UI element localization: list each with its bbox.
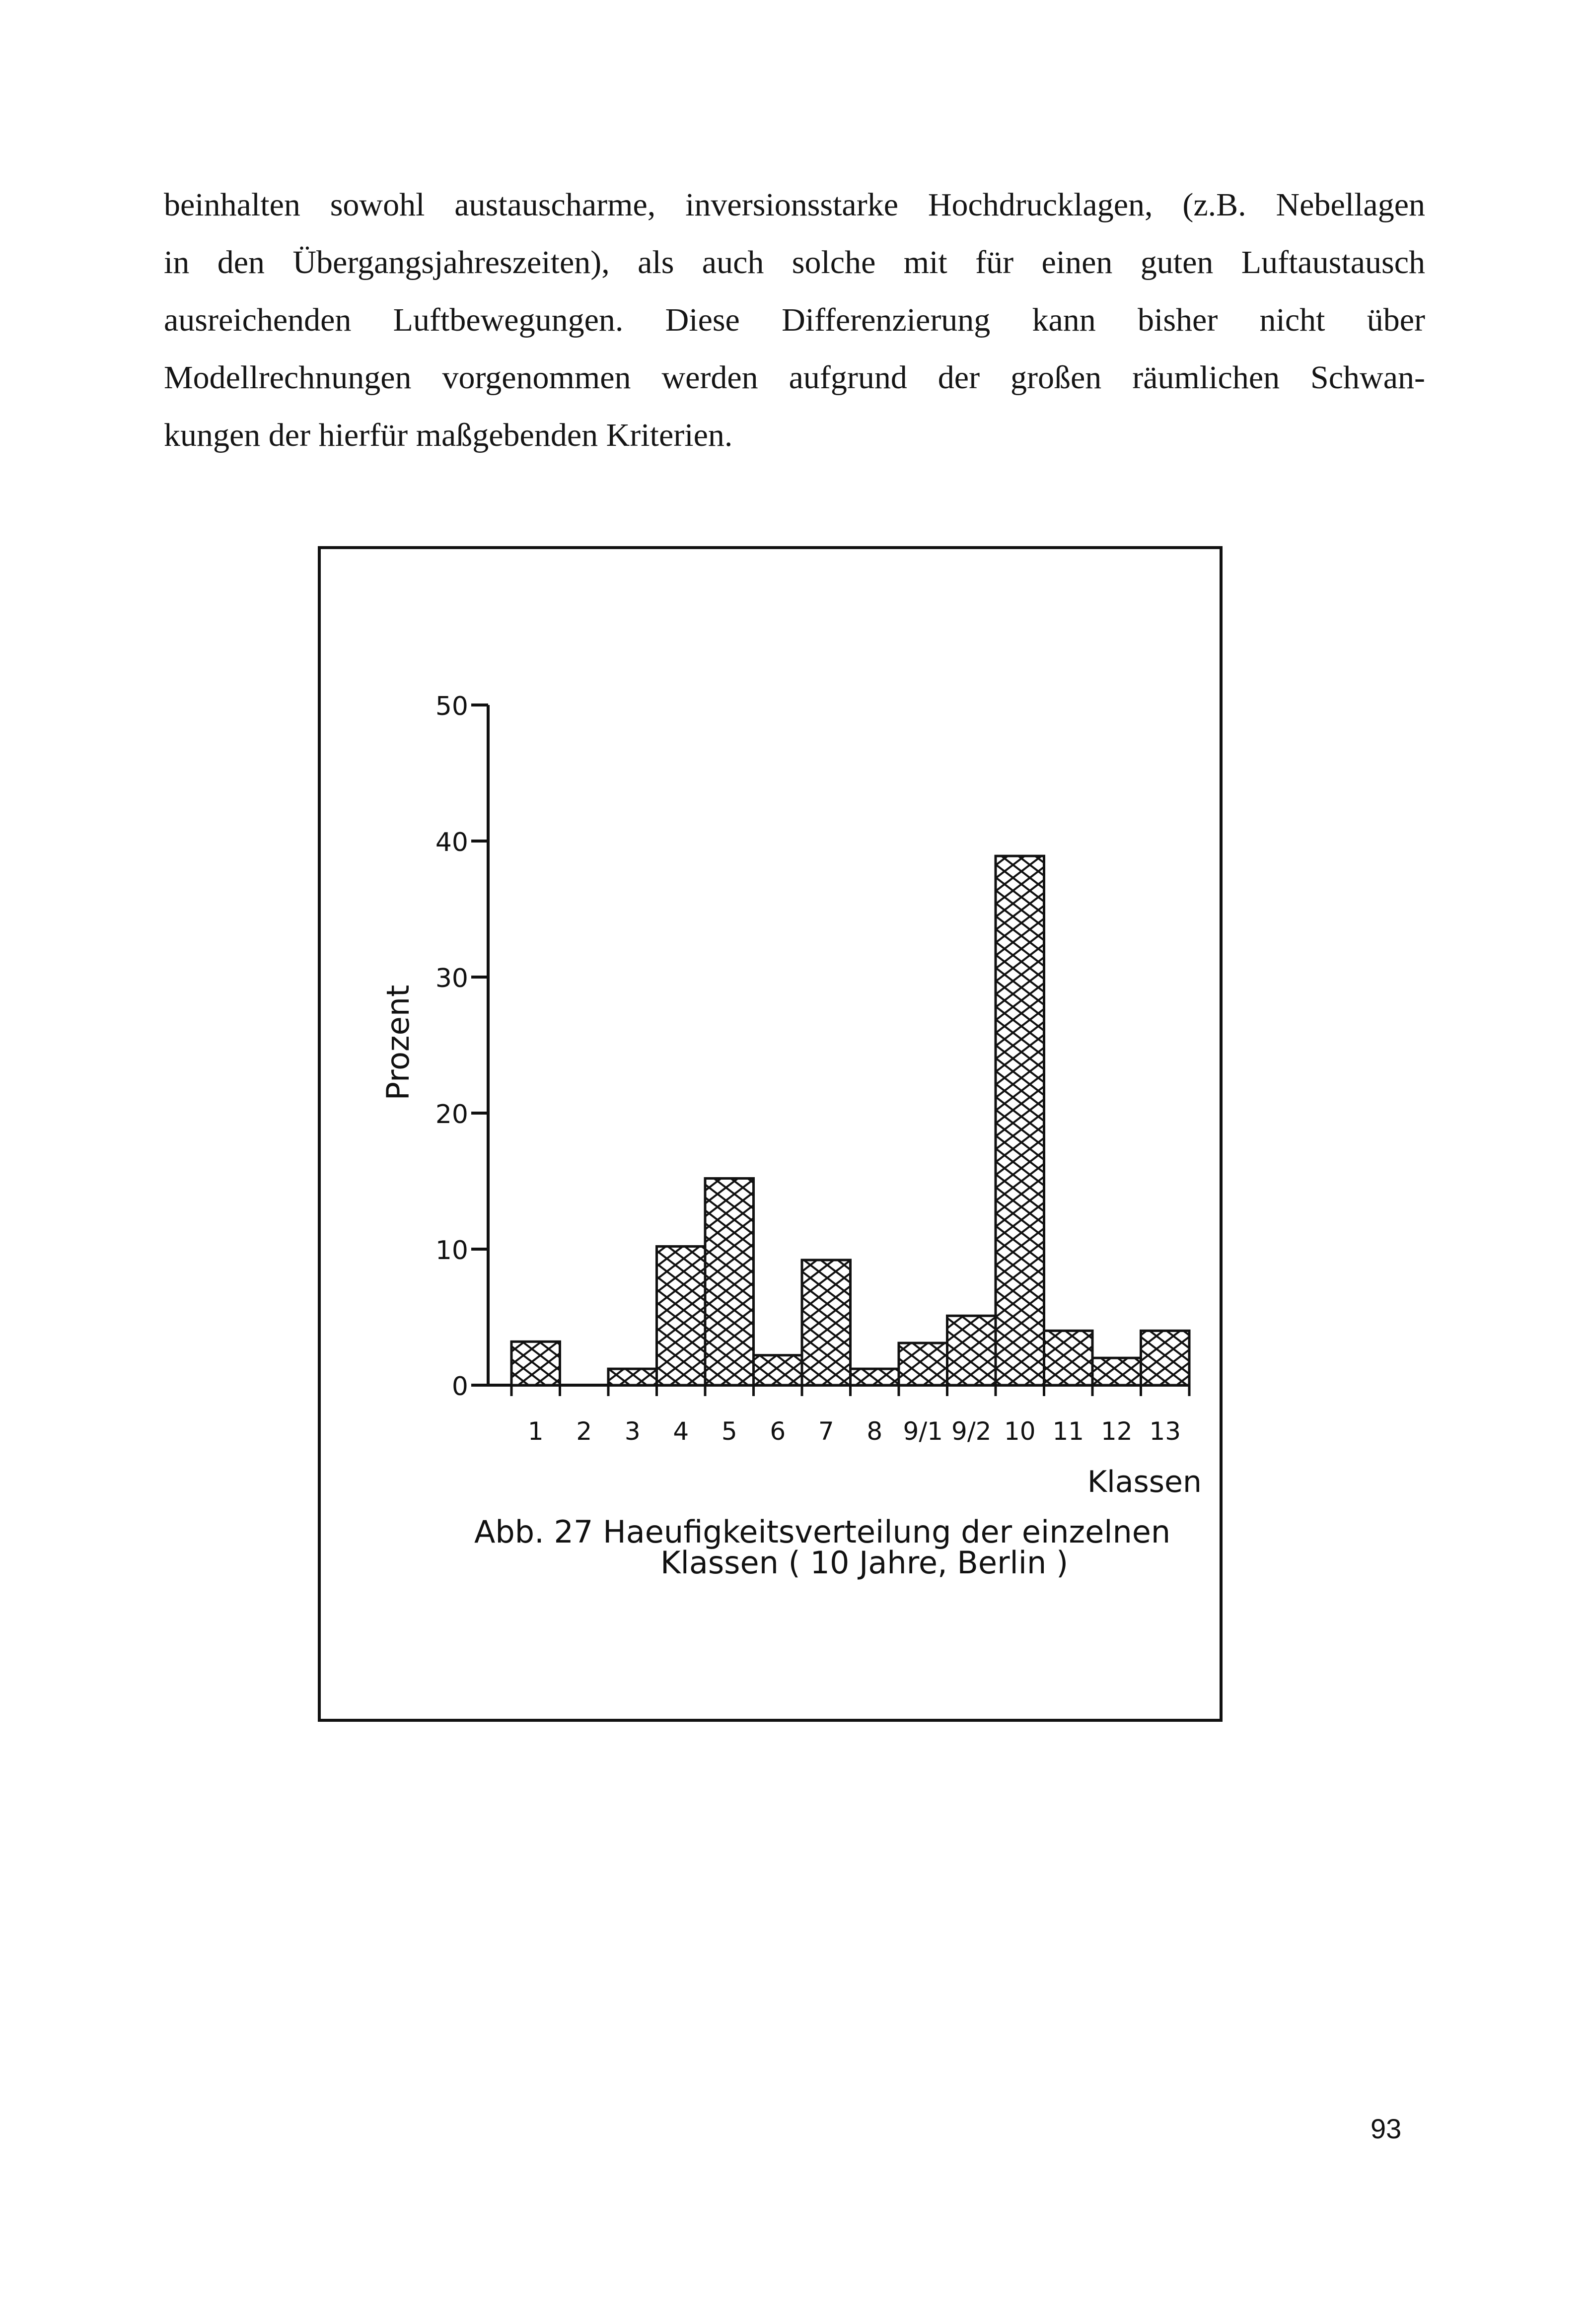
- bar-6: [754, 1355, 802, 1385]
- x-tick-label-1: 1: [527, 1417, 544, 1446]
- bar-12: [1092, 1358, 1141, 1385]
- bar-11: [1044, 1331, 1093, 1385]
- x-tick-label-6: 6: [770, 1417, 786, 1446]
- bar-3: [608, 1369, 657, 1385]
- y-tick-label-50: 50: [435, 692, 468, 721]
- y-tick-label-20: 20: [435, 1100, 468, 1129]
- y-axis-label: Prozent: [380, 985, 416, 1101]
- x-tick-label-8: 8: [866, 1417, 883, 1446]
- y-tick-label-30: 30: [435, 964, 468, 993]
- y-tick-label-40: 40: [435, 828, 468, 857]
- body-text-line-5: kungen der hierfür maßgebenden Kriterien.: [164, 417, 733, 453]
- bar-8: [851, 1369, 899, 1385]
- body-text-line-1: beinhalten sowohl austauscharme, inversionsstarke Hochdrucklagen, (z.B. Nebellagen: [164, 187, 1425, 223]
- x-tick-label-3: 3: [624, 1417, 641, 1446]
- x-tick-label-5: 5: [721, 1417, 737, 1446]
- x-tick-label-4: 4: [673, 1417, 689, 1446]
- x-tick-label-13: 13: [1149, 1417, 1181, 1446]
- bar-9/1: [899, 1343, 947, 1385]
- x-tick-label-10: 10: [1004, 1417, 1036, 1446]
- figure-caption: [474, 1514, 1171, 1581]
- x-tick-label-11: 11: [1052, 1417, 1084, 1446]
- x-tick-label-12: 12: [1100, 1417, 1133, 1446]
- figure-caption-line-1: Abb. 27 Haeufigkeitsverteilung der einzelnen: [474, 1514, 1171, 1550]
- body-text-line-4: Modellrechnungen vorgenommen werden aufgrund der großen räumlichen Schwan-: [164, 359, 1425, 396]
- bar-7: [802, 1260, 851, 1385]
- bar-13: [1141, 1331, 1190, 1385]
- bar-1: [511, 1341, 560, 1385]
- y-tick-label-0: 0: [451, 1372, 468, 1402]
- bar-10: [996, 856, 1044, 1385]
- bar-5: [705, 1179, 754, 1385]
- page-number: 93: [1371, 2113, 1402, 2144]
- body-text-line-3: ausreichenden Luftbewegungen. Diese Differenzierung kann bisher nicht über: [164, 302, 1425, 338]
- y-tick-label-10: 10: [435, 1236, 468, 1266]
- body-text-line-2: in den Übergangsjahreszeiten), als auch solche mit für einen guten Luftaustausch: [164, 244, 1425, 281]
- x-tick-label-2: 2: [576, 1417, 592, 1446]
- bar-4: [657, 1247, 706, 1385]
- x-tick-label-9/1: 9/1: [903, 1417, 943, 1446]
- x-tick-label-7: 7: [818, 1417, 834, 1446]
- x-axis-label: Klassen: [1087, 1465, 1202, 1499]
- bar-9/2: [947, 1316, 996, 1385]
- figure-caption-line-2: Klassen ( 10 Jahre, Berlin ): [660, 1545, 1069, 1581]
- x-tick-label-9/2: 9/2: [951, 1417, 992, 1446]
